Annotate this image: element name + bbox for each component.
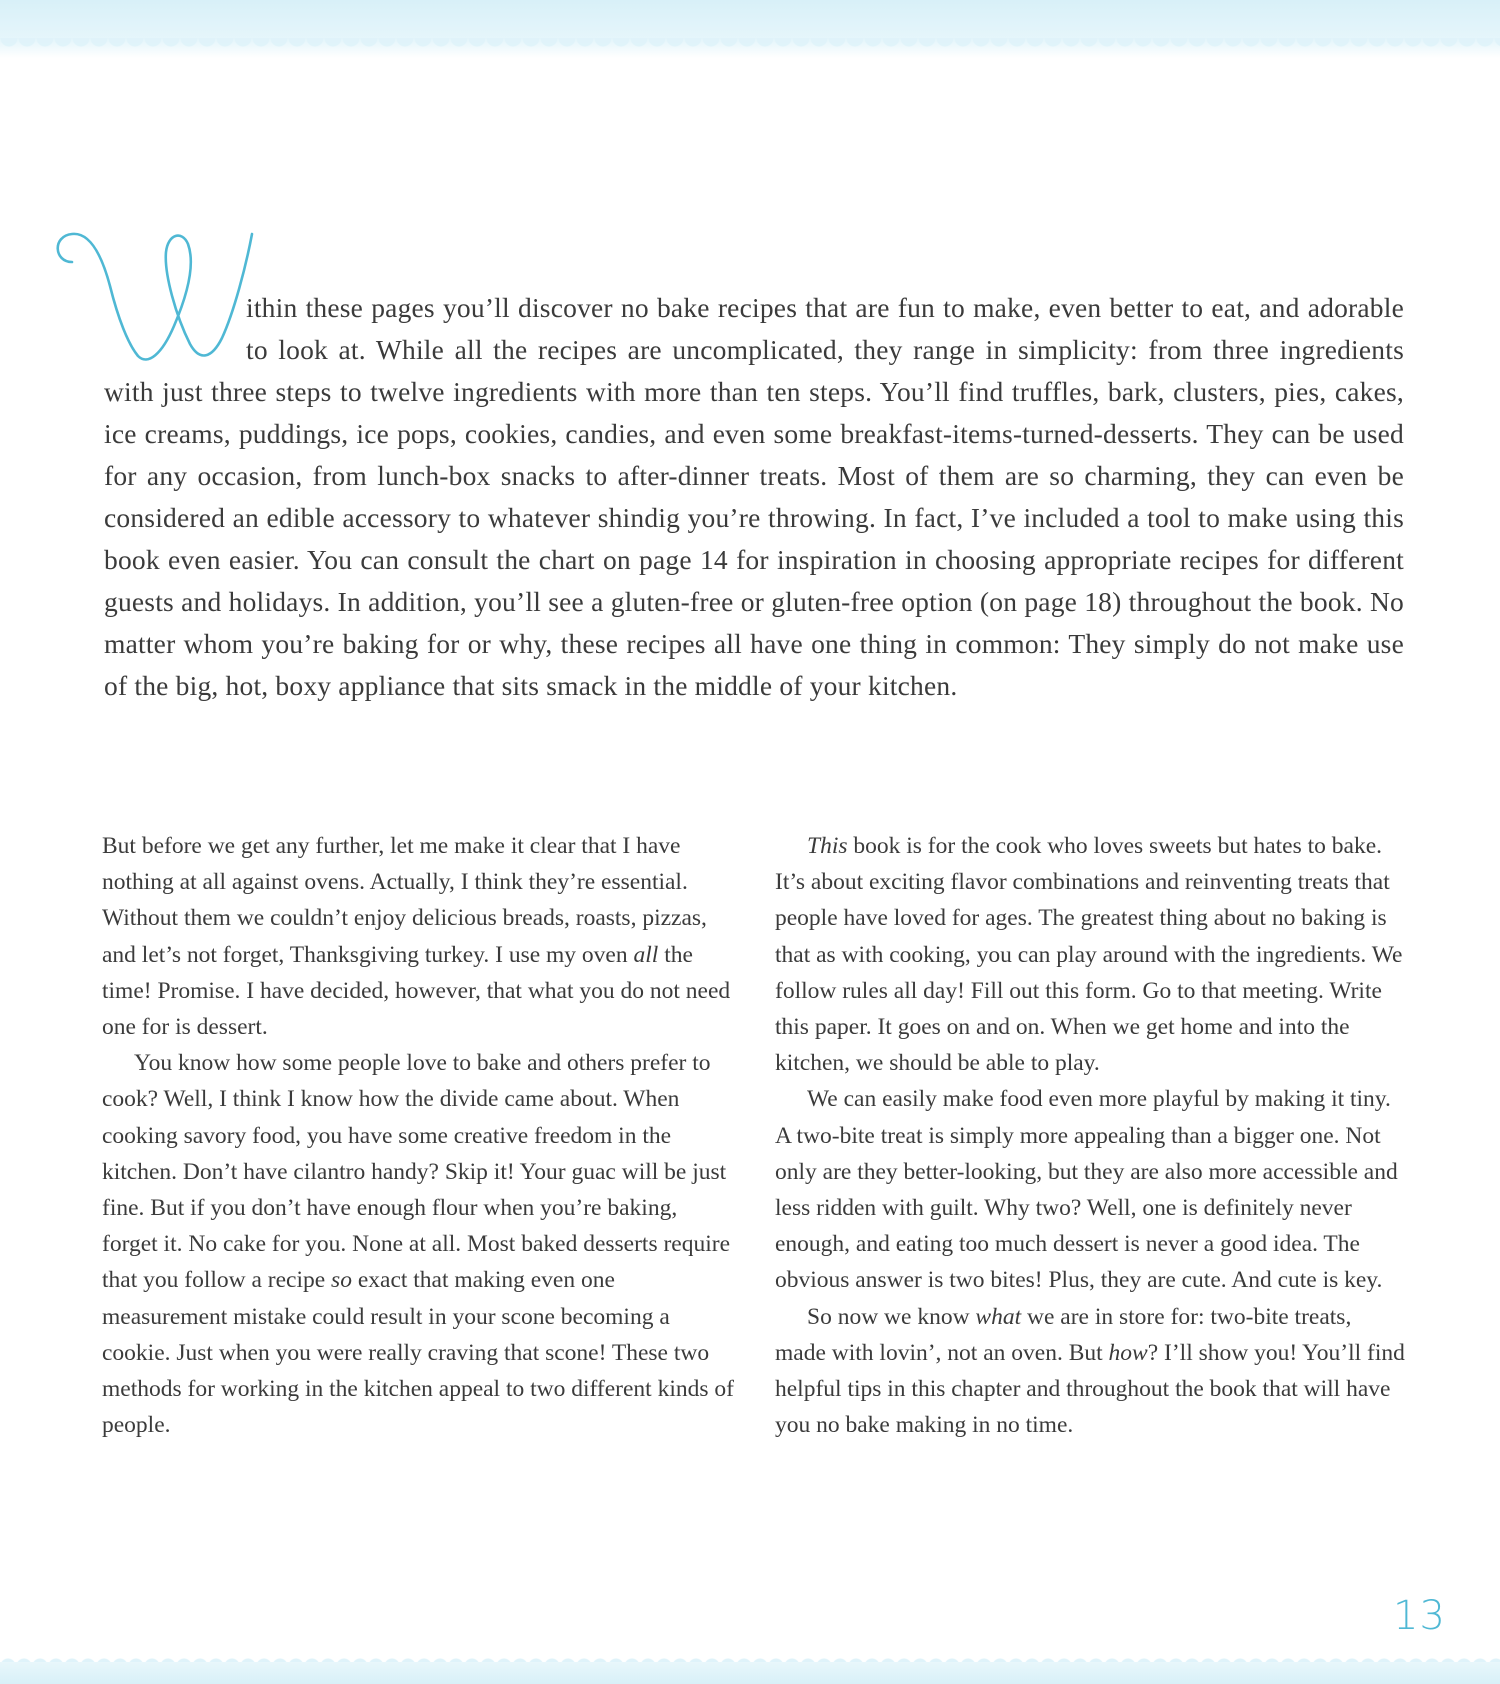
top-scallop-border	[0, 38, 1500, 56]
right-column	[775, 828, 1407, 1443]
right-paragraph-3: So now we know what we are in store for: two-bite treats, made with lovin’, not an oven. But how? I’ll show you! You’ll find helpful tips in this chapter and throughout the book that will have you no bake making in no time.	[775, 1303, 1405, 1439]
intro-text: ithin these pages you’ll discover no bake recipes that are fun to make, even better to eat, and adorable to look at. While all the recipes are uncomplicated, they range in simplicity: from three ingredients with just three steps to twelve ingredients with more than ten steps. You’ll find truffles, bark, clusters, pies, cakes, ice creams, puddings, ice pops, cookies, candies, and even some breakfast-items-turned-desserts. They can be used for any occasion, from lunch-box snacks to after-dinner treats. Most of them are so charming, they can even be considered an edible accessory to whatever shindig you’re throwing. In fact, I’ve included a tool to make using this book even easier. You can consult the chart on page 14 for inspiration in choosing appropriate recipes for different guests and holidays. In addition, you’ll see a gluten-free or gluten-free option (on page 18) throughout the book. No matter whom you’re baking for or why, these recipes all have one thing in common: They simply do not make use of the big, hot, boxy appliance that sits smack in the middle of your kitchen.	[104, 292, 1404, 701]
left-column	[102, 828, 734, 1443]
intro-paragraph	[104, 287, 1404, 707]
left-paragraph-1: But before we get any further, let me make it clear that I have nothing at all against ovens. Actually, I think they’re essential. Without them we couldn’t enjoy delicious breads, roasts, pizzas, and let’s not forget, Thanksgiving turkey. I use my oven all the time! Promise. I have decided, however, that what you do not need one for is dessert.	[102, 833, 731, 1041]
right-paragraph-2: We can easily make food even more playful by making it tiny. A two-bite treat is simply more appealing than a bigger one. Not only are they better-looking, but they are also more accessible and less ridden with guilt. Why two? Well, one is definitely never enough, and eating too much dessert is never a good idea. The obvious answer is two bites! Plus, they are cute. And cute is key.	[775, 1086, 1398, 1294]
page-number: 13	[1393, 1593, 1446, 1639]
right-paragraph-1: This book is for the cook who loves sweets but hates to bake. It’s about exciting flavor combinations and reinventing treats that people have loved for ages. The greatest thing about no baking is that as with cooking, you can play around with the ingredients. We follow rules all day! Fill out this form. Go to that meeting. Write this paper. It goes on and on. When we get home and into the kitchen, we should be able to play.	[775, 833, 1403, 1077]
bottom-decorative-band	[0, 1662, 1500, 1684]
left-paragraph-2: You know how some people love to bake and others prefer to cook? Well, I think I know how the divide came about. When cooking savory food, you have some creative freedom in the kitchen. Don’t have cilantro handy? Skip it! Your guac will be just fine. But if you don’t have enough flour when you’re baking, forget it. No cake for you. None at all. Most baked desserts require that you follow a recipe so exact that making even one measurement mistake could result in your scone becoming a cookie. Just when you were really craving that scone! These two methods for working in the kitchen appeal to two different kinds of people.	[102, 1050, 734, 1439]
